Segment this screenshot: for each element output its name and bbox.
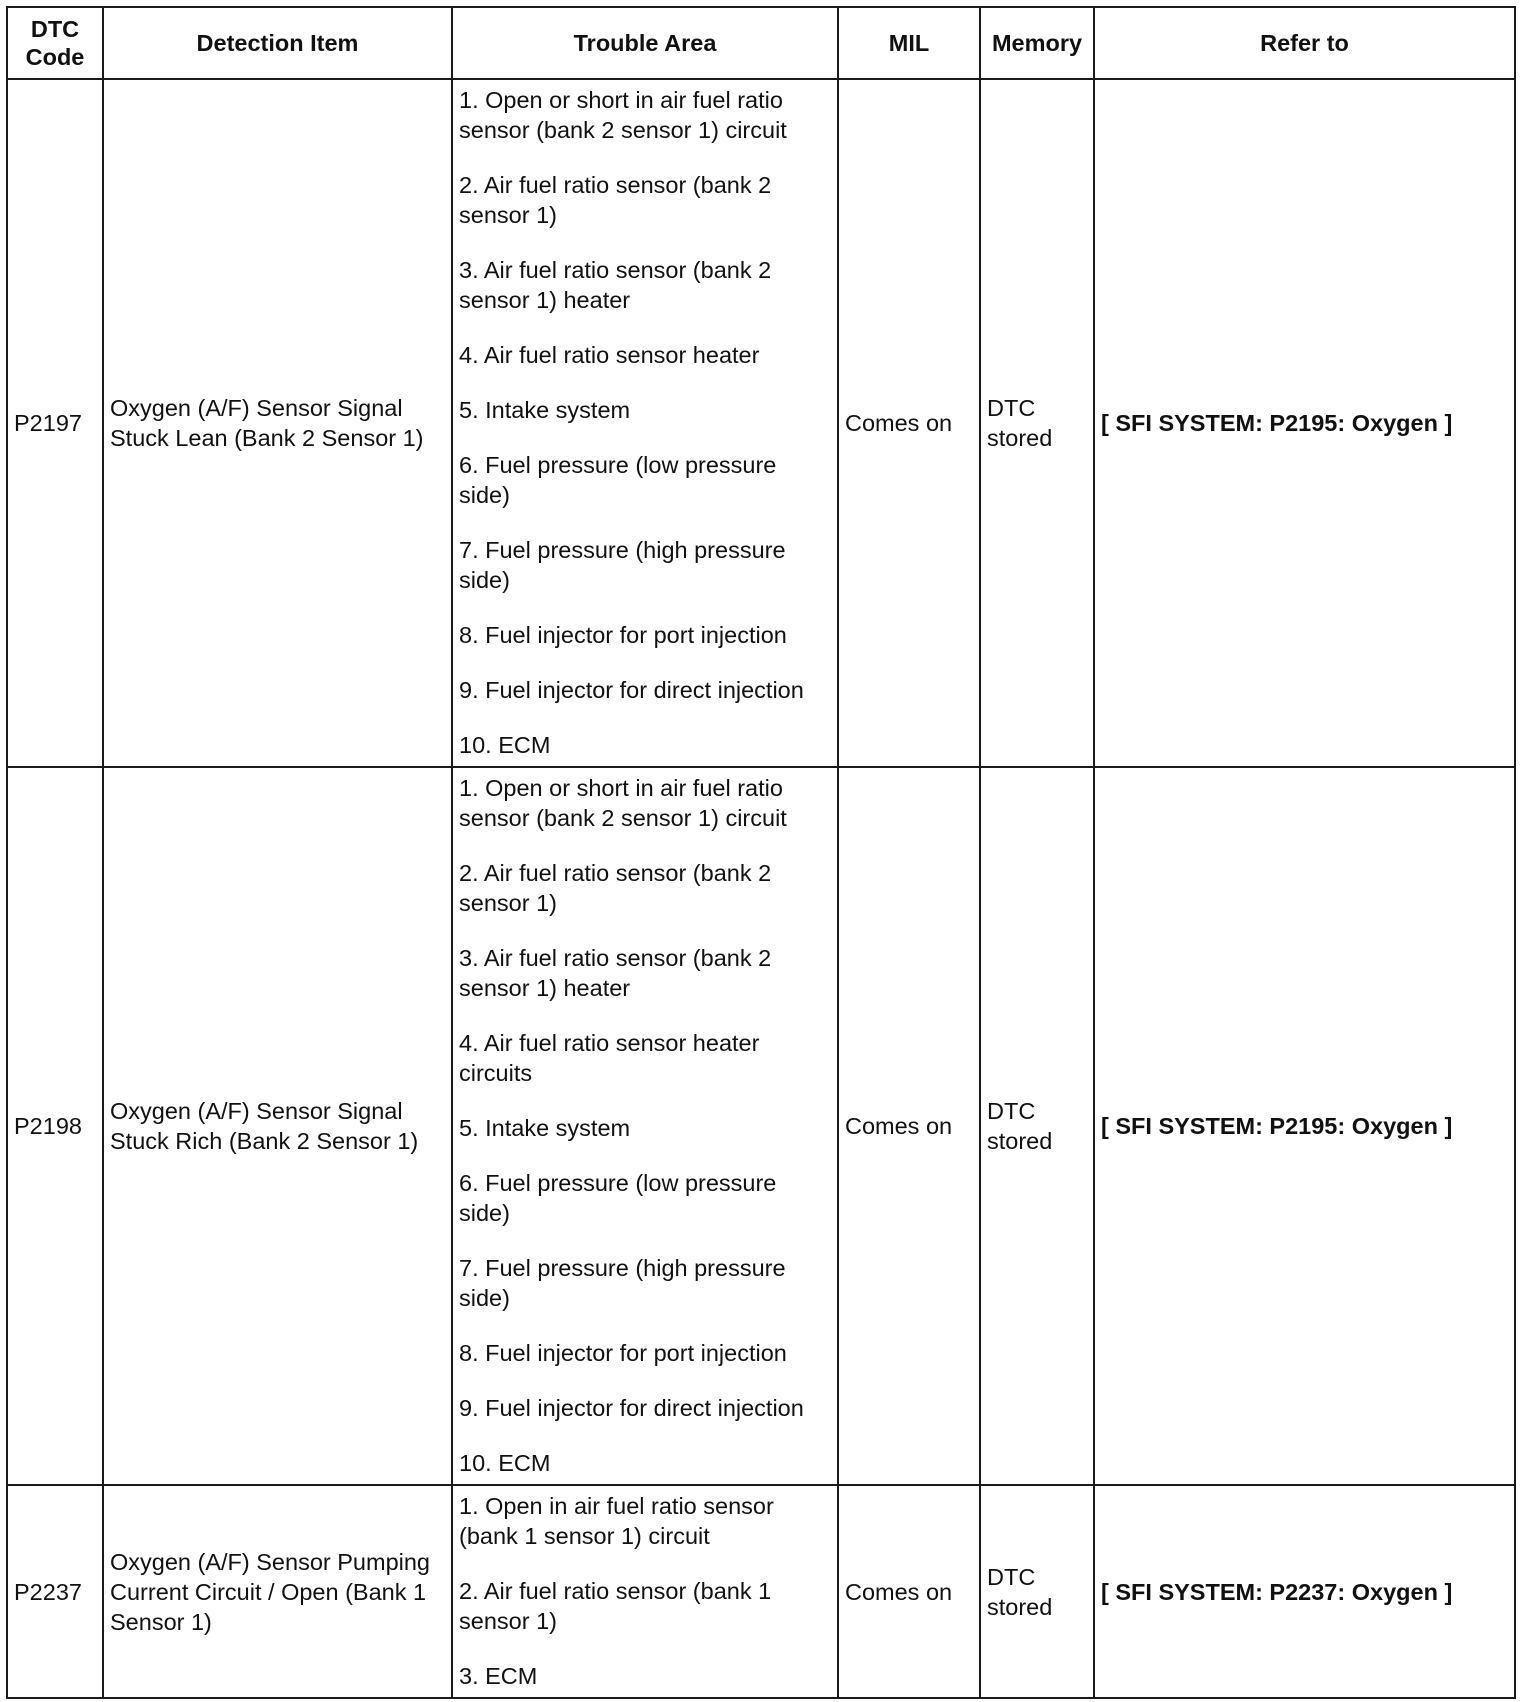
- trouble-area-item: 4. Air fuel ratio sensor heater circuits: [459, 1030, 760, 1086]
- trouble-area-item: 8. Fuel injector for port injection: [459, 1340, 787, 1366]
- mil-cell: Comes on: [838, 767, 980, 1485]
- trouble-area-item: 1. Open in air fuel ratio sensor (bank 1 sensor 1) circuit: [459, 1493, 774, 1549]
- trouble-area-item: 10. ECM: [459, 732, 551, 758]
- dtc-code-cell: P2197: [7, 79, 103, 767]
- trouble-area-cell: [452, 79, 838, 767]
- memory-cell: DTC stored: [980, 79, 1094, 767]
- refer-to-link[interactable]: [ SFI SYSTEM: P2237: Oxygen ]: [1101, 1578, 1453, 1605]
- trouble-area-item: 2. Air fuel ratio sensor (bank 2 sensor 1): [459, 860, 772, 916]
- dtc-table: [6, 6, 1516, 1699]
- table-row: [7, 1485, 1515, 1698]
- trouble-area-item: 8. Fuel injector for port injection: [459, 622, 787, 648]
- mil-cell: Comes on: [838, 1485, 980, 1698]
- detection-item-cell: Oxygen (A/F) Sensor Signal Stuck Rich (Bank 2 Sensor 1): [103, 767, 452, 1485]
- dtc-code-cell: P2198: [7, 767, 103, 1485]
- trouble-area-item: 2. Air fuel ratio sensor (bank 1 sensor 1): [459, 1578, 772, 1634]
- table-body: [7, 79, 1515, 1698]
- header-mil: MIL: [838, 7, 980, 79]
- trouble-area-item: 3. ECM: [459, 1663, 538, 1689]
- trouble-area-item: 4. Air fuel ratio sensor heater: [459, 342, 760, 368]
- table-header: [7, 7, 1515, 79]
- trouble-area-item: 9. Fuel injector for direct injection: [459, 1395, 804, 1421]
- trouble-area-item: 5. Intake system: [459, 1115, 631, 1141]
- trouble-area-cell: [452, 1485, 838, 1698]
- mil-cell: Comes on: [838, 79, 980, 767]
- trouble-area-item: 2. Air fuel ratio sensor (bank 2 sensor 1): [459, 172, 772, 228]
- header-detection-item: Detection Item: [103, 7, 452, 79]
- trouble-area-item: 6. Fuel pressure (low pressure side): [459, 452, 777, 508]
- header-dtc-code: DTC Code: [7, 7, 103, 79]
- trouble-area-item: 7. Fuel pressure (high pressure side): [459, 1255, 786, 1311]
- table-row: [7, 79, 1515, 767]
- trouble-area-cell: [452, 767, 838, 1485]
- header-trouble-area: Trouble Area: [452, 7, 838, 79]
- trouble-area-item: 3. Air fuel ratio sensor (bank 2 sensor 1) heater: [459, 257, 772, 313]
- header-row: [7, 7, 1515, 79]
- refer-to-link[interactable]: [ SFI SYSTEM: P2195: Oxygen ]: [1101, 1113, 1453, 1139]
- refer-to-cell: [1094, 79, 1515, 767]
- dtc-code-cell: P2237: [7, 1485, 103, 1698]
- refer-to-cell: [1094, 1485, 1515, 1698]
- trouble-area-item: 10. ECM: [459, 1450, 551, 1476]
- header-memory: Memory: [980, 7, 1094, 79]
- trouble-area-item: 3. Air fuel ratio sensor (bank 2 sensor 1) heater: [459, 945, 772, 1001]
- detection-item-cell: Oxygen (A/F) Sensor Pumping Current Circuit / Open (Bank 1 Sensor 1): [103, 1485, 452, 1698]
- trouble-area-item: 1. Open or short in air fuel ratio sensor (bank 2 sensor 1) circuit: [459, 775, 787, 831]
- header-refer-to: Refer to: [1094, 7, 1515, 79]
- memory-cell: DTC stored: [980, 1485, 1094, 1698]
- detection-item-cell: Oxygen (A/F) Sensor Signal Stuck Lean (Bank 2 Sensor 1): [103, 79, 452, 767]
- memory-cell: DTC stored: [980, 767, 1094, 1485]
- trouble-area-item: 9. Fuel injector for direct injection: [459, 677, 804, 703]
- table-row: [7, 767, 1515, 1485]
- trouble-area-item: 6. Fuel pressure (low pressure side): [459, 1170, 777, 1226]
- trouble-area-item: 5. Intake system: [459, 397, 631, 423]
- trouble-area-item: 1. Open or short in air fuel ratio sensor (bank 2 sensor 1) circuit: [459, 87, 787, 143]
- refer-to-link[interactable]: [ SFI SYSTEM: P2195: Oxygen ]: [1101, 410, 1453, 436]
- refer-to-cell: [1094, 767, 1515, 1485]
- trouble-area-item: 7. Fuel pressure (high pressure side): [459, 537, 786, 593]
